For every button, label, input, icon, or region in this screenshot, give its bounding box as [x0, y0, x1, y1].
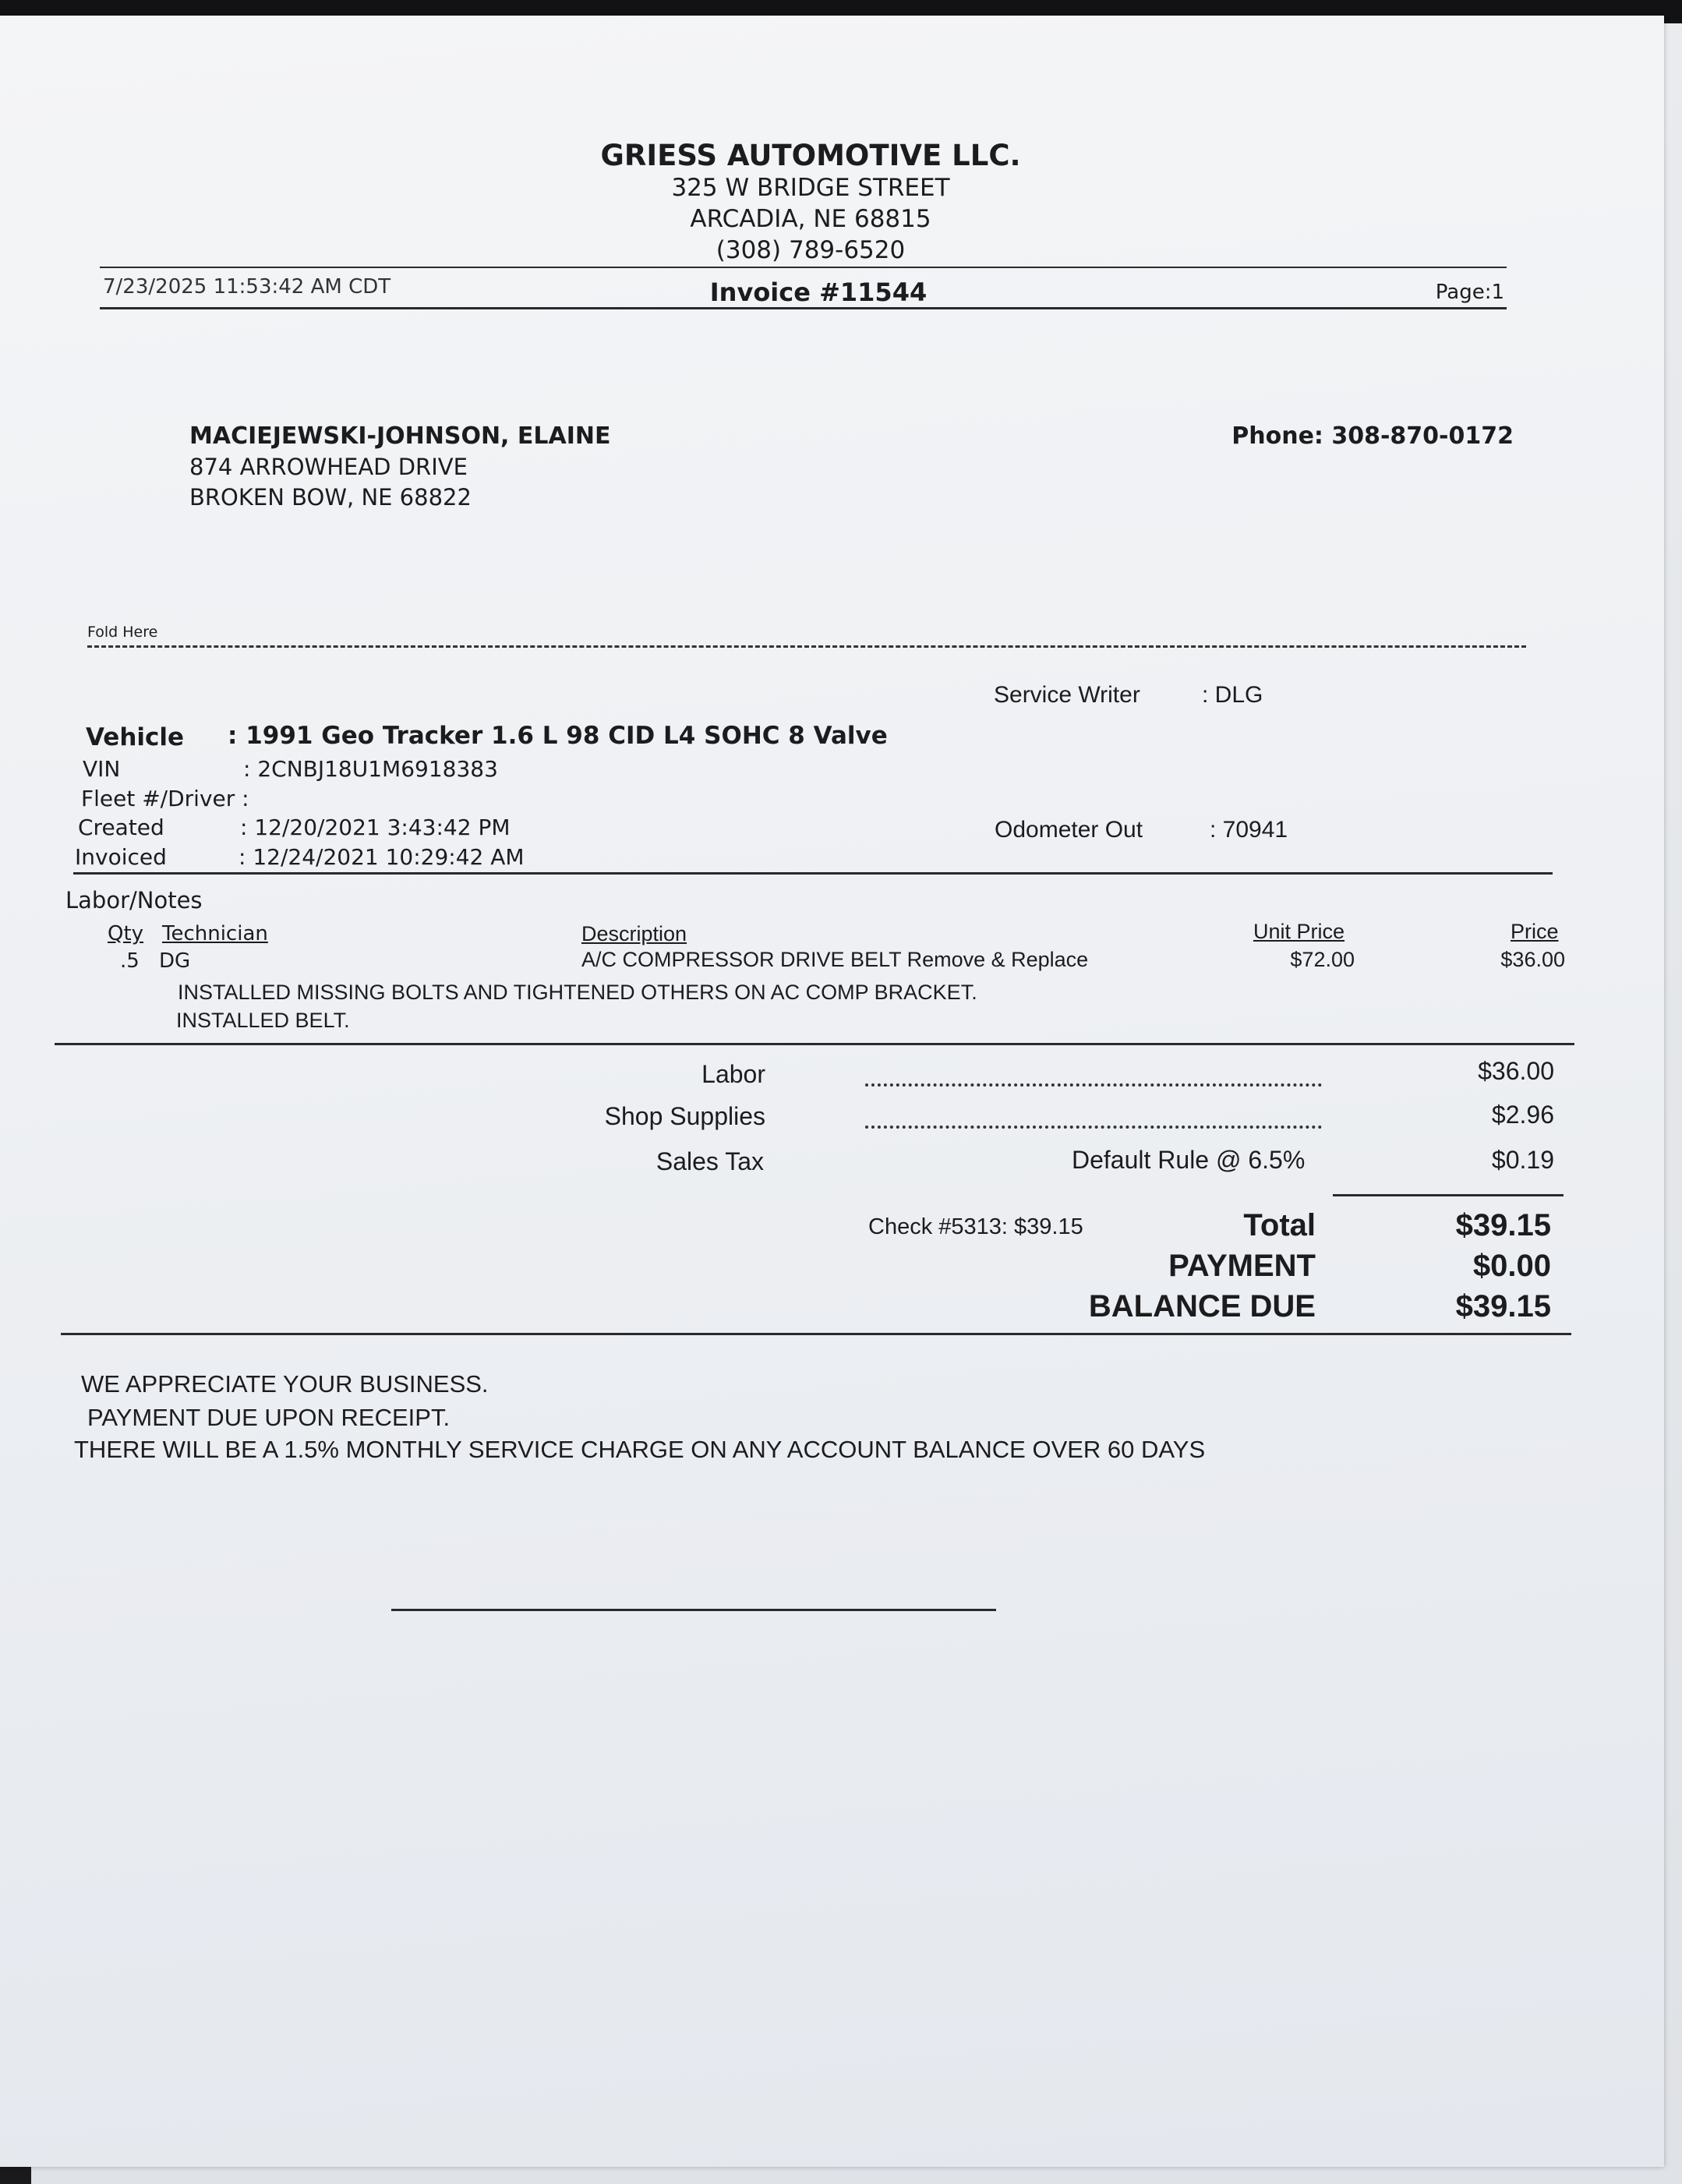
labor-note-1: INSTALLED MISSING BOLTS AND TIGHTENED OTHERS ON AC COMP BRACKET.: [178, 981, 977, 1004]
service-writer-value: : DLG: [1202, 682, 1263, 708]
col-price-header: Price: [1511, 920, 1559, 943]
col-description-header: Description: [581, 922, 687, 945]
footer-appreciation: WE APPRECIATE YOUR BUSINESS.: [81, 1370, 489, 1398]
service-writer-label: Service Writer: [994, 682, 1140, 708]
col-unit-price-header: Unit Price: [1253, 920, 1345, 943]
payment-label: PAYMENT: [1168, 1249, 1316, 1283]
sales-tax-label: Sales Tax: [655, 1147, 764, 1175]
page-number: Page:1: [1435, 281, 1504, 304]
labor-row-qty: .5: [120, 949, 140, 973]
labor-row-unit-price: $72.00: [1290, 948, 1355, 971]
vin-value: : 2CNBJ18U1M6918383: [243, 756, 498, 782]
printed-timestamp: 7/23/2025 11:53:42 AM CDT: [103, 275, 391, 299]
labor-row-technician: DG: [159, 949, 191, 973]
labor-total-label: Labor: [701, 1060, 765, 1088]
labor-total-value: $36.00: [1478, 1057, 1554, 1085]
shop-city: ARCADIA, NE 68815: [690, 205, 931, 233]
payment-value: $0.00: [1472, 1249, 1551, 1283]
shop-name: GRIESS AUTOMOTIVE LLC.: [600, 139, 1021, 172]
labor-row-description: A/C COMPRESSOR DRIVE BELT Remove & Replace: [581, 948, 1089, 971]
shop-street: 325 W BRIDGE STREET: [671, 174, 950, 202]
created-value: : 12/20/2021 3:43:42 PM: [240, 815, 511, 840]
shop-supplies-value: $2.96: [1491, 1101, 1554, 1129]
col-qty-header: Qty: [108, 922, 144, 945]
totals-rule: [61, 1333, 1571, 1335]
balance-due-value: $39.15: [1455, 1289, 1551, 1323]
invoiced-value: : 12/24/2021 10:29:42 AM: [239, 844, 525, 870]
odometer-label: Odometer Out: [995, 817, 1143, 843]
vin-label: VIN: [83, 756, 121, 782]
subtotal-rule: [1333, 1194, 1564, 1196]
col-technician-header: Technician: [162, 922, 268, 945]
labor-row-price: $36.00: [1500, 948, 1565, 971]
check-payment-note: Check #5313: $39.15: [868, 1214, 1083, 1239]
total-value: $39.15: [1455, 1208, 1551, 1242]
fold-line: [87, 645, 1526, 648]
labor-section-label: Labor/Notes: [65, 887, 203, 914]
total-label: Total: [1243, 1208, 1316, 1242]
supplies-leader-dots: [865, 1126, 1322, 1129]
invoice-page: [0, 16, 1664, 2167]
customer-street: 874 ARROWHEAD DRIVE: [189, 454, 468, 480]
balance-due-label: BALANCE DUE: [1088, 1289, 1316, 1323]
customer-city: BROKEN BOW, NE 68822: [189, 484, 472, 511]
header-rule-top: [100, 267, 1507, 268]
sales-tax-value: $0.19: [1491, 1146, 1554, 1174]
customer-phone: Phone: 308-870-0172: [1231, 422, 1514, 450]
invoice-number: Invoice #11544: [709, 277, 928, 307]
footer-payment-due: PAYMENT DUE UPON RECEIPT.: [87, 1404, 451, 1431]
created-label: Created: [78, 815, 164, 840]
invoiced-label: Invoiced: [75, 844, 167, 870]
signature-line: [391, 1609, 996, 1611]
fleet-driver-label: Fleet #/Driver :: [81, 786, 249, 811]
sales-tax-rule: Default Rule @ 6.5%: [1072, 1146, 1306, 1174]
customer-name: MACIEJEWSKI-JOHNSON, ELAINE: [189, 422, 611, 450]
shop-phone: (308) 789-6520: [716, 236, 906, 264]
shop-supplies-label: Shop Supplies: [604, 1102, 765, 1130]
vehicle-label: Vehicle: [86, 723, 185, 751]
odometer-value: : 70941: [1210, 817, 1288, 843]
labor-rule: [55, 1043, 1574, 1045]
fold-label: Fold Here: [87, 624, 158, 641]
header-rule-bottom: [100, 307, 1507, 309]
labor-note-2: INSTALLED BELT.: [176, 1009, 350, 1032]
footer-service-charge: THERE WILL BE A 1.5% MONTHLY SERVICE CHARGE ON ANY ACCOUNT BALANCE OVER 60 DAYS: [74, 1436, 1206, 1463]
labor-leader-dots: [865, 1083, 1322, 1087]
vehicle-rule: [73, 872, 1553, 875]
vehicle-description: : 1991 Geo Tracker 1.6 L 98 CID L4 SOHC 8 Valve: [228, 722, 888, 750]
